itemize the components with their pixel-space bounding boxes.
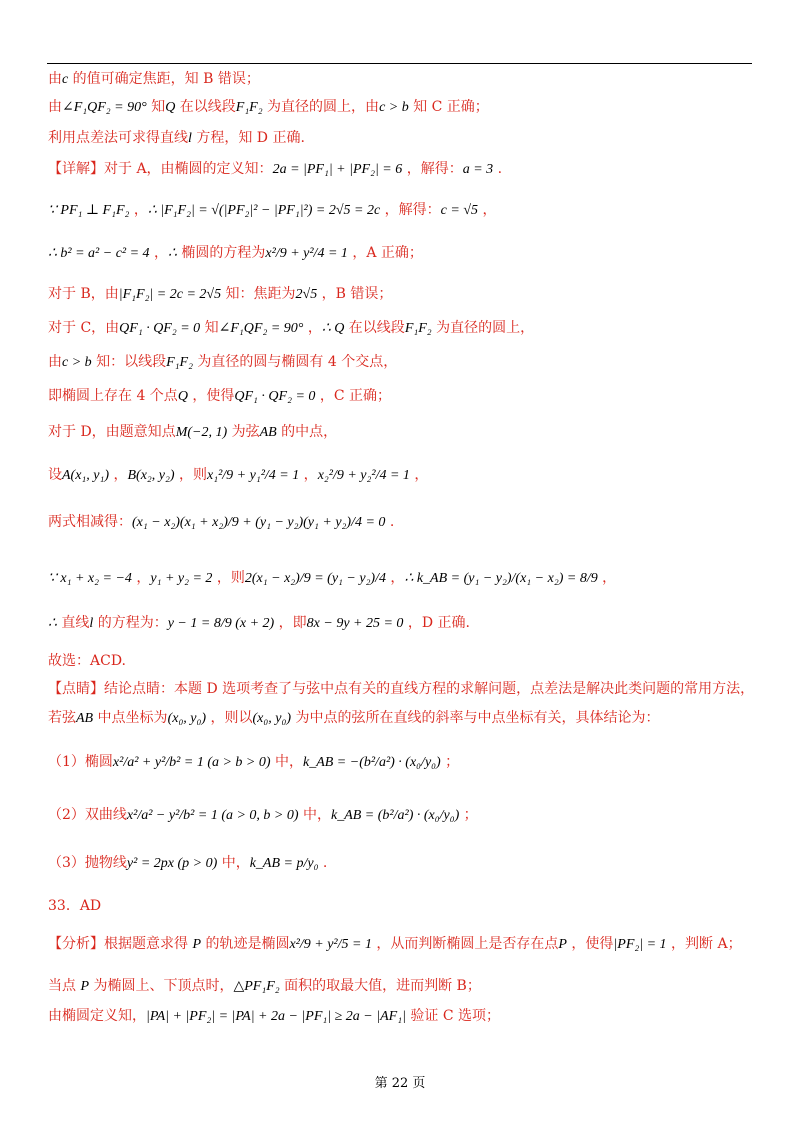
math-expr: l <box>89 616 94 631</box>
math-expr: A(x₁, y₁) <box>62 468 110 483</box>
text-run: ， <box>478 202 497 218</box>
text-run: 的中点， <box>276 424 338 440</box>
text-line-l17 <box>48 679 754 699</box>
text-run: ， <box>597 570 617 586</box>
text-line-l22 <box>48 896 101 916</box>
math-expr: c <box>62 72 69 87</box>
math-expr: ∴ k_AB = (y₁ − y₂)/(x₁ − x₂) = 8/9 <box>404 571 598 586</box>
text-run: 由 <box>48 354 62 370</box>
text-run: . <box>385 514 395 530</box>
text-run: （1）椭圆 <box>48 754 113 770</box>
text-run: 面积的取最大值，进而判断 B； <box>279 978 481 994</box>
text-run: ， <box>409 467 429 483</box>
math-expr: P <box>192 937 202 952</box>
math-expr: ∵ x₁ + x₂ = −4 <box>48 571 132 586</box>
text-run: 的轨迹是椭圆 <box>201 936 290 952</box>
text-run: ，使得 <box>187 388 235 404</box>
math-expr: ∵ PF₁ ⊥ F₁F₂ <box>48 203 130 218</box>
text-run: ，A 正确； <box>347 245 423 261</box>
text-run: 中， <box>217 855 250 871</box>
math-expr: y₁ + y₂ = 2 <box>150 571 213 586</box>
text-run: 直线 <box>56 615 90 631</box>
text-line-l02 <box>48 97 489 118</box>
text-line-l25 <box>48 1006 500 1027</box>
math-expr: QF₁ · QF₂ = 0 <box>119 321 201 336</box>
math-expr: ∴ <box>168 246 177 261</box>
text-run: . <box>493 161 503 177</box>
math-expr: AB <box>259 425 277 440</box>
math-expr: ∠F₁QF₂ = 90° <box>62 100 147 115</box>
math-expr: ∴ b² = a² − c² = 4 <box>48 246 150 261</box>
text-line-l23 <box>48 934 742 955</box>
page-footer: 第 22 页 <box>374 1076 426 1091</box>
text-line-l12 <box>48 465 428 486</box>
math-expr: x²/9 + y²/5 = 1 <box>289 937 372 952</box>
text-run: ， <box>129 202 148 218</box>
text-run: 为椭圆上、下顶点时， <box>89 978 234 994</box>
text-line-l20 <box>48 805 478 826</box>
text-run: ，D 正确. <box>403 615 471 631</box>
math-expr: |PF₂| = 1 <box>613 937 667 952</box>
text-run: 的值可确定焦距，知 B 错误； <box>68 71 260 87</box>
text-run: ，从而判断椭圆上是否存在点 <box>371 936 559 952</box>
text-line-l16 <box>48 651 126 671</box>
math-expr: AB <box>76 711 94 726</box>
text-run: ， <box>385 570 405 586</box>
text-line-l09 <box>48 352 397 373</box>
math-expr: k_AB = (b²/a²) · (x₀/y₀) <box>330 808 460 823</box>
math-expr: Q <box>177 389 188 404</box>
math-expr: x²/a² + y²/b² = 1 (a > b > 0) <box>112 755 271 770</box>
text-line-l08 <box>48 318 534 339</box>
math-expr: x²/a² − y²/b² = 1 (a > 0, b > 0) <box>126 808 299 823</box>
text-run: ，判断 A； <box>666 936 742 952</box>
text-run: 由椭圆定义知， <box>48 1008 146 1024</box>
math-expr: 8x − 9y + 25 = 0 <box>306 616 404 631</box>
text-line-l19 <box>48 752 459 773</box>
text-run: ； <box>440 754 460 770</box>
math-expr: ∴ Q <box>321 321 345 336</box>
math-expr: x²/9 + y²/4 = 1 <box>265 246 348 261</box>
text-line-l13 <box>48 512 394 533</box>
text-run: ，使得 <box>566 936 614 952</box>
text-run: ， <box>303 320 322 336</box>
text-line-l11 <box>48 422 337 443</box>
text-run: ，C 正确； <box>315 388 392 404</box>
text-line-l06 <box>48 243 423 264</box>
text-run: ， <box>131 570 151 586</box>
text-run: 在以线段 <box>344 320 405 336</box>
text-run: ， <box>149 245 169 261</box>
text-run: 知 <box>200 320 219 336</box>
text-line-l07 <box>48 284 392 305</box>
text-run: 由 <box>48 71 62 87</box>
text-run: 【点睛】结论点睛：本题 D 选项考查了与弦中点有关的直线方程的求解问题，点差法是解决此类问题的常用方法， <box>48 681 755 697</box>
text-run: 若弦 <box>48 710 76 726</box>
text-run: 设 <box>48 467 62 483</box>
math-expr: c = √5 <box>440 203 479 218</box>
math-expr: M(−2, 1) <box>175 425 228 440</box>
text-run: 的方程为： <box>93 615 168 631</box>
text-run: ，则 <box>174 467 207 483</box>
text-run: 对于 B，由 <box>48 286 119 302</box>
text-run: 中， <box>270 754 303 770</box>
text-line-l15 <box>48 613 470 634</box>
text-run: （3）抛物线 <box>48 855 127 871</box>
math-expr: x₂²/9 + y₂²/4 = 1 <box>317 468 410 483</box>
math-expr: ∴ |F₁F₂| = √(|PF₂|² − |PF₁|²) = 2√5 = 2c <box>147 203 381 218</box>
text-run: 为弦 <box>227 424 260 440</box>
text-run: ， <box>299 467 318 483</box>
text-run: ，B 错误； <box>317 286 393 302</box>
text-run: ， <box>109 467 128 483</box>
text-line-l21 <box>48 853 327 874</box>
text-run: 利用点差法可求得直线 <box>48 130 188 146</box>
math-expr: k_AB = p/y₀ <box>249 856 319 871</box>
text-run: 故选：ACD. <box>48 653 126 669</box>
math-expr: (x₁ − x₂)(x₁ + x₂)/9 + (y₁ − y₂)(y₁ + y₂)/4 = 0 <box>132 515 386 530</box>
math-expr: c > b <box>379 100 409 115</box>
math-expr: 2(x₁ − x₂)/9 = (y₁ − y₂)/4 <box>244 571 386 586</box>
text-run: 对于 D，由题意知点 <box>48 424 176 440</box>
text-line-l03 <box>48 128 305 149</box>
text-run: 对于 C，由 <box>48 320 120 336</box>
math-expr: l <box>188 131 192 146</box>
text-run: 方程，知 D 正确. <box>191 130 305 146</box>
text-run: ； <box>459 807 478 823</box>
text-line-l24 <box>48 976 481 997</box>
text-run: 当点 <box>48 978 81 994</box>
math-expr: a = 3 <box>462 162 494 177</box>
text-run: 知：焦距为 <box>221 286 296 302</box>
math-expr: ∴ <box>48 616 57 631</box>
text-run: 知 <box>146 99 166 115</box>
text-run: 为直径的圆与椭圆有 4 个交点， <box>192 354 398 370</box>
text-line-l01 <box>48 69 260 90</box>
text-run: 【详解】对于 A，由椭圆的定义知： <box>48 161 273 177</box>
math-expr: P <box>558 937 567 952</box>
math-expr: B(x₂, y₂) <box>127 468 175 483</box>
math-expr: Q <box>165 100 176 115</box>
math-expr: c > b <box>62 355 92 370</box>
math-expr: F₁F₂ <box>404 321 432 336</box>
text-run: ，即 <box>274 615 307 631</box>
math-expr: F₁F₂ <box>235 100 263 115</box>
text-run: 在以线段 <box>175 99 236 115</box>
text-run: 为中点的弦所在直线的斜率与中点坐标有关，具体结论为： <box>291 710 660 726</box>
math-expr: F₁F₂ <box>166 355 193 370</box>
text-line-l05 <box>48 200 496 221</box>
text-line-l10 <box>48 386 391 407</box>
math-expr: x₁²/9 + y₁²/4 = 1 <box>207 468 300 483</box>
text-run: ，则以 <box>206 710 253 726</box>
text-line-l04 <box>48 159 502 180</box>
math-expr: △PF₁F₂ <box>233 979 280 994</box>
text-run: ，则 <box>212 570 245 586</box>
text-run: （2）双曲线 <box>48 807 127 823</box>
math-expr: k_AB = −(b²/a²) · (x₀/y₀) <box>302 755 441 770</box>
text-run: 验证 C 选项； <box>405 1008 500 1024</box>
text-run: 知 C 正确； <box>408 99 489 115</box>
text-line-l18 <box>48 708 659 729</box>
math-expr: (x₀, y₀) <box>252 711 292 726</box>
text-run: 即椭圆上存在 4 个点 <box>48 388 178 404</box>
math-expr: (x₀, y₀) <box>167 711 207 726</box>
text-run: 中点坐标为 <box>93 710 168 726</box>
text-run: . <box>318 855 328 871</box>
math-expr: 2√5 <box>295 287 318 302</box>
math-expr: P <box>80 979 90 994</box>
math-expr: |F₁F₂| = 2c = 2√5 <box>118 287 222 302</box>
math-expr: y² = 2px (p > 0) <box>126 856 218 871</box>
math-expr: |PA| + |PF₂| = |PA| + 2a − |PF₁| ≥ 2a − |AF₁| <box>146 1009 406 1024</box>
math-expr: 2a = |PF₁| + |PF₂| = 6 <box>272 162 403 177</box>
text-run: 为直径的圆上，由 <box>262 99 380 115</box>
text-run: 【分析】根据题意求得 <box>48 936 193 952</box>
text-run: 为直径的圆上， <box>431 320 535 336</box>
math-expr: y − 1 = 8/9 (x + 2) <box>167 616 275 631</box>
text-run: 两式相减得： <box>48 514 132 530</box>
header-rule <box>47 63 752 64</box>
math-expr: QF₁ · QF₂ = 0 <box>234 389 316 404</box>
text-run: 中， <box>298 807 331 823</box>
text-line-l14 <box>48 568 616 589</box>
text-run: 由 <box>48 99 62 115</box>
text-run: ，解得： <box>402 161 463 177</box>
text-run: 椭圆的方程为 <box>176 245 266 261</box>
math-expr: ∠F₁QF₂ = 90° <box>218 321 304 336</box>
text-run: 33．AD <box>48 898 102 914</box>
text-run: 知：以线段 <box>91 354 167 370</box>
text-run: ，解得： <box>380 202 441 218</box>
